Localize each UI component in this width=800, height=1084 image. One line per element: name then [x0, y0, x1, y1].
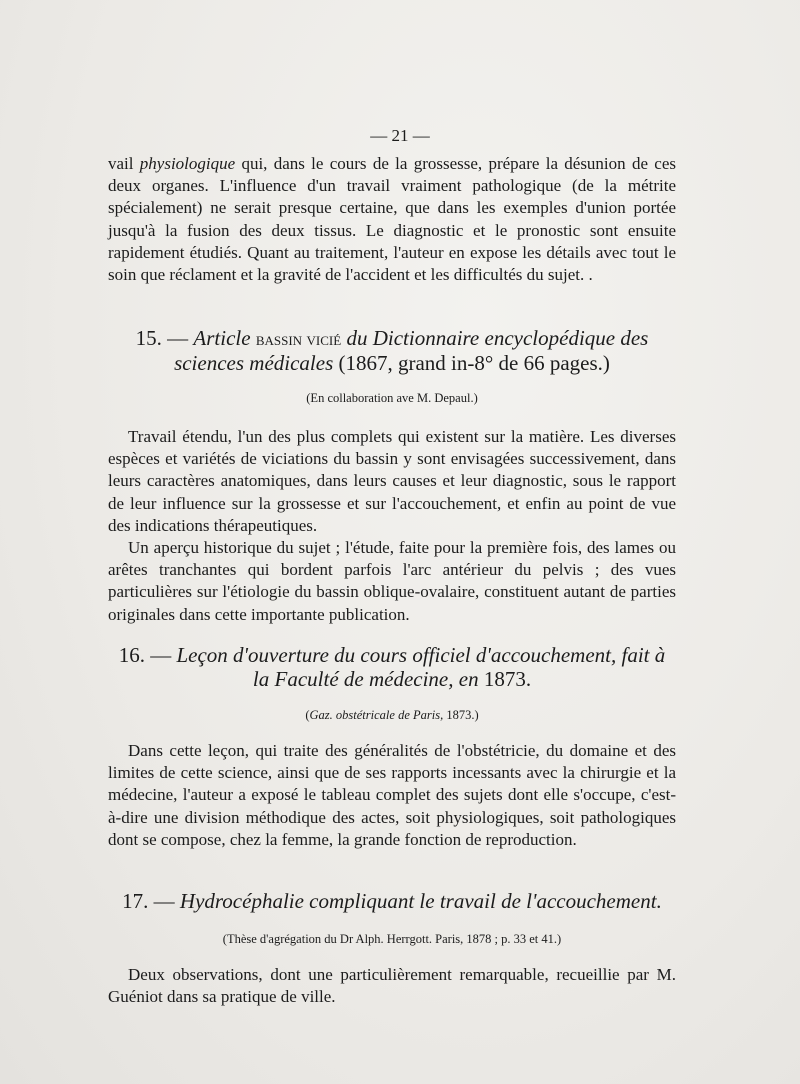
entry-number: 17. —	[122, 889, 175, 913]
paragraph-text: Travail étendu, l'un des plus complets qui existent sur la matière. Les diverses espèces et variétés de viciations du bassin y sont envisagées successivement, dans leurs caractères anatomiques, dans leurs causes et leur diagnostic, sous le rapport de leur influence sur la grossesse et sur l'accouchement, et enfin au point de vue des indications thérapeutiques.	[108, 427, 676, 535]
paragraph-text: Un aperçu historique du sujet ; l'étude, faite pour la première fois, des lames ou arêtes tranchantes qui bordent parfois l'arc antérieur du pelvis ; des vues particulières sur l'étiologie du bassin oblique-ovalaire, constituent autant de parties originales dans cette importante publication.	[108, 538, 676, 624]
entry-title-part: Article	[193, 326, 251, 350]
note-tail: 1873.)	[443, 708, 479, 722]
entry-title-tail: (1867, grand in-8° de 66 pages.)	[338, 351, 610, 375]
entry-15-paragraph-2	[108, 537, 676, 626]
continuation-italic: physiologique	[139, 154, 236, 173]
entry-16-note	[108, 708, 676, 723]
entry-16-heading	[108, 643, 676, 691]
continuation-text: qui, dans le cours de la grossesse, prépare la désunion de ces deux organes. L'influence d'un travail vraiment pathologique (de la métrite spécialement) ne serait presque certaine, que dans les exemples d'union portée jusqu'à la fusion des deux tissus. Le diagnostic et le pronostic sont ensuite rapidement étudiés. Quant au traitement, l'auteur en expose les détails avec tout le soin que réclament et la gravité de l'accident et les difficultés du sujet. .	[108, 154, 676, 285]
page-number: — 21 —	[370, 126, 430, 145]
entry-title-part-2: du Dictionnaire encyclopédique des sciences médicales	[174, 326, 649, 375]
entry-17-paragraph-1	[108, 964, 676, 1008]
paragraph-text: Deux observations, dont une particulièrement remarquable, recueillie par M. Guéniot dans sa pratique de ville.	[108, 965, 676, 1007]
entry-17-note: (Thèse d'agrégation du Dr Alph. Herrgott. Paris, 1878 ; p. 33 et 41.)	[222, 932, 562, 946]
continuation-lead: vail	[108, 154, 140, 173]
entry-15-heading	[108, 326, 676, 375]
entry-title-part: Leçon d'ouverture du cours officiel d'accouchement, fait à la Faculté de médecine, en	[176, 643, 666, 691]
entry-title-smallcaps: bassin vicié	[255, 329, 342, 349]
continuation-paragraph	[108, 153, 676, 286]
entry-title-part: Hydrocéphalie compliquant le travail de l'accouchement.	[179, 889, 662, 913]
entry-number: 16. —	[118, 643, 172, 667]
entry-15-paragraph-1	[108, 426, 676, 537]
note-italic: Gaz. obstétricale de Paris,	[309, 708, 444, 722]
paragraph-text: Dans cette leçon, qui traite des généralités de l'obstétricie, du domaine et des limites de cette science, ainsi que de ses rapports incessants avec la chirurgie et la médecine, l'auteur a exposé le tableau complet des sujets dont elle s'occupe, c'est-à-dire une division méthodique des actes, soit physiologiques, soit pathologiques dont se compose, chez la femme, la grande fonction de reproduction.	[108, 741, 676, 849]
note-open: (	[305, 708, 310, 722]
entry-16-paragraph-1	[108, 740, 676, 851]
entry-17-heading	[108, 889, 676, 913]
entry-number: 15. —	[135, 326, 189, 350]
entry-15-note: (En collaboration ave M. Depaul.)	[306, 391, 478, 405]
entry-title-tail: 1873.	[483, 667, 532, 691]
